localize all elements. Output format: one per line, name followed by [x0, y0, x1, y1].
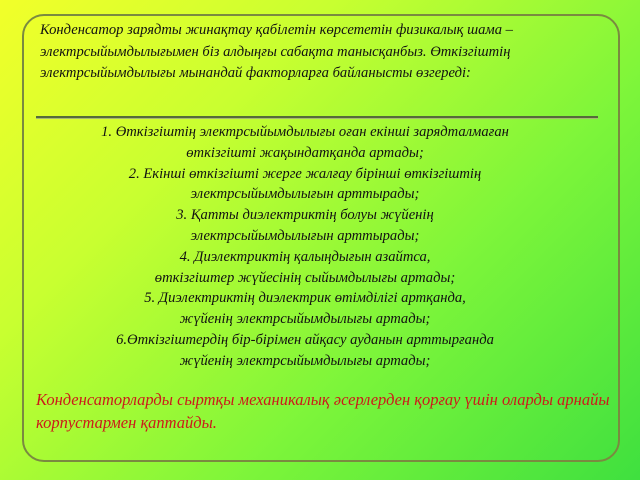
divider-line — [36, 116, 598, 119]
factor-line: 5. Диэлектриктің диэлектрик өтімділігі артқанда, — [144, 290, 466, 307]
factor-line: 4. Диэлектриктің қалыңдығын азайтса, — [179, 248, 431, 265]
factor-line: жүйенің электрсыйымдылығы артады; — [179, 311, 431, 328]
factor-item — [40, 330, 570, 372]
factor-line: 2. Екінші өткізгішті жерге жалғау бірінші өткізгіштің — [128, 165, 482, 182]
factor-line: 3. Қатты диэлектриктің болуы жүйенің — [176, 207, 434, 224]
factor-item — [40, 247, 570, 289]
factor-item — [40, 164, 570, 206]
factor-line: 6.Өткізгіштердің бір-бірімен айқасу ауданын арттырғанда — [116, 331, 494, 348]
factor-line: өткізгішті жақындатқанда артады; — [186, 144, 424, 161]
factor-line: электрсыйымдылығын арттырады; — [190, 186, 420, 203]
factor-item — [40, 122, 570, 164]
factor-line: 1. Өткізгіштің электрсыйымдылығы оған екінші зарядталмаған — [101, 124, 509, 140]
factor-line: электрсыйымдылығын арттырады; — [190, 227, 420, 244]
note-paragraph: Конденсаторларды сыртқы механикалық әсерлерден қорғау үшін оларды арнайы корпустармен қаптайды. — [36, 390, 610, 432]
factors-list — [40, 122, 570, 372]
factor-line: жүйенің электрсыйымдылығы артады; — [179, 352, 431, 369]
factor-item — [40, 288, 570, 330]
intro-paragraph: Конденсатор зарядты жинақтау қабілетін көрсететін физикалық шама – электрсыйымдылығымен біз алдыңғы сабақта танысқанбыз. Өткізгіштің электрсыйымдылығы мынандай факторларға байланысты өзгереді: — [40, 22, 513, 81]
factor-item — [40, 205, 570, 247]
factor-line: өткізгіштер жүйесінің сыйымдылығы артады; — [154, 269, 456, 286]
